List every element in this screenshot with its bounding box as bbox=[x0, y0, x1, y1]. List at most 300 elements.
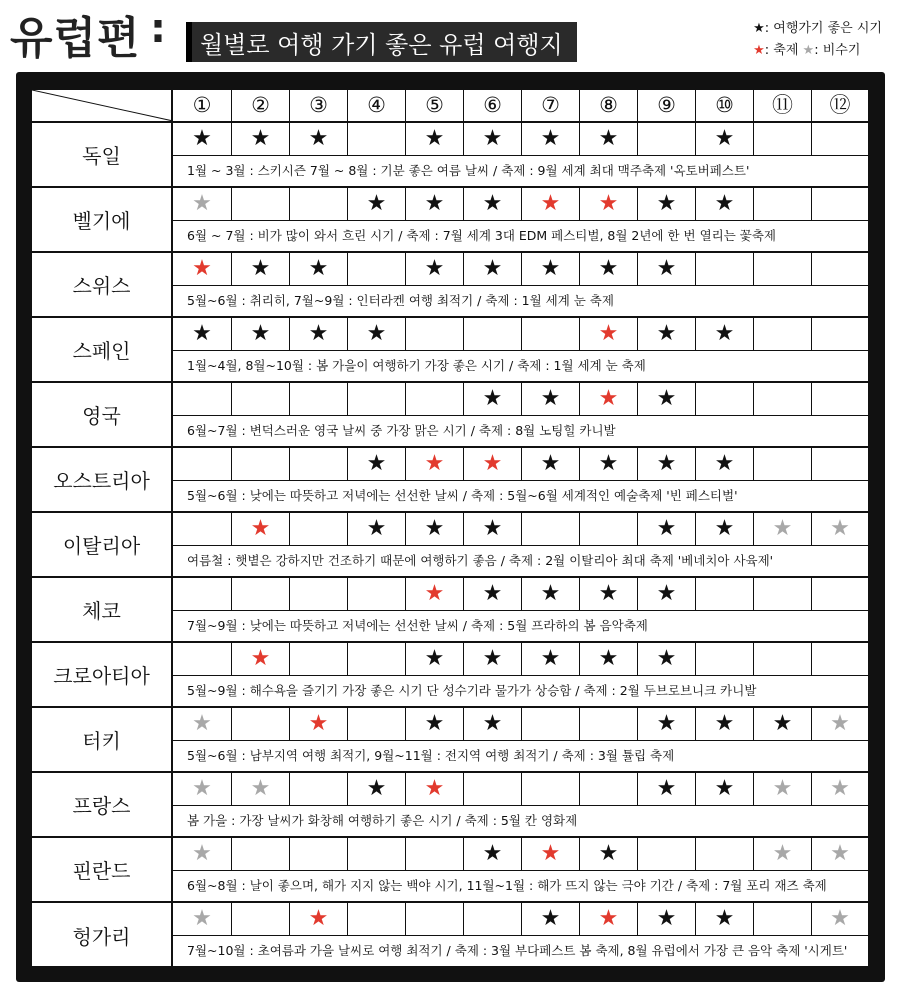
month-cell bbox=[173, 448, 232, 480]
black-star-icon: ★ bbox=[250, 321, 271, 346]
black-star-icon: ★ bbox=[424, 646, 445, 671]
title-colon: : bbox=[150, 6, 166, 52]
month-cell bbox=[580, 513, 638, 545]
month-cell bbox=[464, 903, 522, 935]
black-star-icon: ★ bbox=[656, 711, 677, 736]
month-cell bbox=[754, 123, 812, 155]
month-cell bbox=[290, 188, 348, 220]
black-star-icon: ★ bbox=[424, 191, 445, 216]
month-cell bbox=[464, 708, 522, 740]
country-name: 스위스 bbox=[32, 253, 173, 316]
month-cell bbox=[464, 448, 522, 480]
month-cell bbox=[464, 383, 522, 415]
corner-cell bbox=[32, 90, 173, 121]
month-cell bbox=[348, 188, 406, 220]
month-cell bbox=[290, 643, 348, 675]
month-header-2: ② bbox=[232, 90, 290, 121]
black-star-icon: ★ bbox=[656, 581, 677, 606]
month-cell bbox=[464, 188, 522, 220]
black-star-icon: ★ bbox=[250, 256, 271, 281]
red-star-icon: ★ bbox=[424, 451, 445, 476]
country-row bbox=[32, 643, 868, 708]
month-cell bbox=[638, 643, 696, 675]
country-row bbox=[32, 383, 868, 448]
month-cell bbox=[173, 253, 232, 285]
black-star-icon: ★ bbox=[540, 581, 561, 606]
month-marks-row bbox=[173, 253, 868, 286]
month-cell bbox=[406, 383, 464, 415]
month-cell bbox=[406, 123, 464, 155]
month-cell bbox=[522, 578, 580, 610]
black-star-icon: ★ bbox=[714, 191, 735, 216]
country-name: 영국 bbox=[32, 383, 173, 446]
gray-star-icon: ★ bbox=[250, 776, 271, 801]
black-star-icon: ★ bbox=[656, 906, 677, 931]
month-cell bbox=[812, 318, 868, 350]
month-cell bbox=[638, 903, 696, 935]
black-star-icon: ★ bbox=[656, 386, 677, 411]
month-cell bbox=[696, 643, 754, 675]
month-cell bbox=[406, 578, 464, 610]
month-cell bbox=[754, 643, 812, 675]
month-cell bbox=[406, 643, 464, 675]
black-star-icon: ★ bbox=[482, 646, 503, 671]
month-cell bbox=[232, 578, 290, 610]
month-cell bbox=[580, 773, 638, 805]
month-cell bbox=[232, 123, 290, 155]
month-cell bbox=[348, 643, 406, 675]
country-note: 1월~4월, 8월~10월 : 봄 가을이 여행하기 가장 좋은 시기 / 축제 : 1월 세계 눈 축제 bbox=[187, 358, 646, 373]
black-star-icon: ★ bbox=[540, 646, 561, 671]
month-cell bbox=[754, 188, 812, 220]
month-cell bbox=[173, 903, 232, 935]
legend-good-label: : 여행가기 좋은 시기 bbox=[764, 21, 882, 36]
month-cell bbox=[173, 643, 232, 675]
gray-star-icon: ★ bbox=[772, 841, 793, 866]
month-cell bbox=[754, 578, 812, 610]
black-star-icon: ★ bbox=[714, 451, 735, 476]
country-row bbox=[32, 188, 868, 253]
month-marks-row bbox=[173, 903, 868, 936]
month-cell bbox=[232, 318, 290, 350]
month-cell bbox=[812, 773, 868, 805]
month-cell bbox=[696, 253, 754, 285]
month-cell bbox=[232, 383, 290, 415]
month-cell bbox=[812, 123, 868, 155]
country-note: 여름철 : 햇볕은 강하지만 건조하기 때문에 여행하기 좋음 / 축제 : 2월 이탈리아 최대 축제 '베네치아 사육제' bbox=[187, 553, 774, 568]
month-cell bbox=[348, 383, 406, 415]
month-header-8: ⑧ bbox=[580, 90, 638, 121]
black-star-icon: ★ bbox=[366, 516, 387, 541]
black-star-icon: ★ bbox=[540, 451, 561, 476]
country-row bbox=[32, 253, 868, 318]
month-cell bbox=[406, 513, 464, 545]
country-note: 6월~8월 : 날이 좋으며, 해가 지지 않는 백야 시기, 11월~1월 : 해가 뜨지 않는 극야 기간 / 축제 : 7월 포리 재즈 축제 bbox=[187, 878, 827, 893]
month-cell bbox=[348, 903, 406, 935]
month-cell bbox=[522, 123, 580, 155]
black-star-icon: ★ bbox=[482, 386, 503, 411]
country-note: 7월~10월 : 초여름과 가을 날씨로 여행 최적기 / 축제 : 3월 부다페스트 봄 축제, 8월 유럽에서 가장 큰 음악 축제 '시게트' bbox=[187, 943, 848, 958]
month-cell bbox=[348, 838, 406, 870]
red-star-icon: ★ bbox=[424, 776, 445, 801]
month-cell bbox=[522, 903, 580, 935]
month-cell bbox=[464, 643, 522, 675]
black-star-icon: ★ bbox=[656, 776, 677, 801]
red-star-icon: ★ bbox=[308, 711, 329, 736]
month-cell bbox=[812, 903, 868, 935]
month-cell bbox=[290, 708, 348, 740]
month-cell bbox=[812, 643, 868, 675]
black-star-icon: ★ bbox=[598, 581, 619, 606]
month-cell bbox=[812, 838, 868, 870]
month-cell bbox=[696, 448, 754, 480]
legend-festival-label: : 축제 bbox=[764, 43, 799, 58]
month-cell bbox=[754, 708, 812, 740]
legend bbox=[753, 18, 882, 62]
month-cell bbox=[580, 383, 638, 415]
month-header-3: ③ bbox=[290, 90, 348, 121]
black-star-icon: ★ bbox=[250, 126, 271, 151]
month-cell bbox=[406, 708, 464, 740]
gray-star-icon: ★ bbox=[192, 191, 212, 216]
black-star-icon: ★ bbox=[482, 516, 503, 541]
month-cell bbox=[232, 448, 290, 480]
country-note: 6월 ~ 7월 : 비가 많이 와서 흐린 시기 / 축제 : 7월 세계 3대 EDM 페스티벌, 8월 2년에 한 번 열리는 꽃축제 bbox=[187, 228, 776, 243]
month-cell bbox=[638, 513, 696, 545]
month-cell bbox=[464, 513, 522, 545]
month-cell bbox=[406, 903, 464, 935]
month-cell bbox=[754, 903, 812, 935]
month-cell bbox=[173, 838, 232, 870]
legend-good bbox=[753, 18, 882, 40]
month-marks-row bbox=[173, 513, 868, 546]
month-cell bbox=[696, 123, 754, 155]
gray-star-icon: ★ bbox=[830, 516, 850, 541]
month-cell bbox=[348, 773, 406, 805]
month-cell bbox=[406, 318, 464, 350]
black-star-icon: ★ bbox=[753, 21, 765, 36]
month-cell bbox=[406, 188, 464, 220]
month-cell bbox=[290, 253, 348, 285]
month-cell bbox=[638, 318, 696, 350]
month-cell bbox=[812, 253, 868, 285]
month-cell bbox=[290, 578, 348, 610]
month-cell bbox=[522, 643, 580, 675]
country-row bbox=[32, 578, 868, 643]
black-star-icon: ★ bbox=[714, 711, 735, 736]
month-cell bbox=[232, 188, 290, 220]
country-name: 체코 bbox=[32, 578, 173, 641]
black-star-icon: ★ bbox=[598, 126, 619, 151]
black-star-icon: ★ bbox=[598, 841, 619, 866]
month-header-11: ⑪ bbox=[754, 90, 812, 121]
month-cell bbox=[290, 123, 348, 155]
month-cell bbox=[348, 708, 406, 740]
month-marks-row bbox=[173, 838, 868, 871]
month-marks-row bbox=[173, 383, 868, 416]
month-cell bbox=[812, 708, 868, 740]
month-cell bbox=[638, 188, 696, 220]
red-star-icon: ★ bbox=[482, 451, 503, 476]
month-cell bbox=[580, 188, 638, 220]
travel-calendar-table bbox=[30, 88, 870, 968]
month-cell bbox=[348, 123, 406, 155]
month-header-12: ⑫ bbox=[829, 93, 851, 117]
month-marks-row bbox=[173, 318, 868, 351]
gray-star-icon: ★ bbox=[192, 906, 212, 931]
black-star-icon: ★ bbox=[540, 256, 561, 281]
country-name: 벨기에 bbox=[32, 188, 173, 251]
month-cell bbox=[812, 513, 868, 545]
country-row bbox=[32, 123, 868, 188]
black-star-icon: ★ bbox=[482, 711, 503, 736]
gray-star-icon: ★ bbox=[772, 516, 793, 541]
month-header-10: ⑩ bbox=[696, 90, 754, 121]
black-star-icon: ★ bbox=[424, 126, 445, 151]
country-note: 5월~6월 : 취리히, 7월~9월 : 인터라켄 여행 최적기 / 축제 : 1월 세계 눈 축제 bbox=[187, 293, 614, 308]
red-star-icon: ★ bbox=[753, 43, 765, 58]
black-star-icon: ★ bbox=[714, 321, 735, 346]
month-marks-row bbox=[173, 708, 868, 741]
month-cell bbox=[464, 318, 522, 350]
red-star-icon: ★ bbox=[250, 516, 271, 541]
month-marks-row bbox=[173, 773, 868, 806]
diagonal-line bbox=[32, 90, 173, 121]
month-marks-row bbox=[173, 123, 868, 156]
red-star-icon: ★ bbox=[424, 581, 445, 606]
month-header-row bbox=[32, 90, 868, 123]
black-star-icon: ★ bbox=[308, 321, 329, 346]
page-title: 유럽편 bbox=[10, 13, 141, 64]
black-star-icon: ★ bbox=[424, 711, 445, 736]
month-cell bbox=[464, 123, 522, 155]
month-cell bbox=[232, 838, 290, 870]
title-banner: 월별로 여행 가기 좋은 유럽 여행지 bbox=[186, 22, 577, 62]
month-cell bbox=[580, 578, 638, 610]
month-marks-row bbox=[173, 448, 868, 481]
month-cell bbox=[173, 708, 232, 740]
month-cell bbox=[580, 708, 638, 740]
black-star-icon: ★ bbox=[598, 256, 619, 281]
black-star-icon: ★ bbox=[540, 906, 561, 931]
month-cell bbox=[696, 903, 754, 935]
month-cell bbox=[173, 188, 232, 220]
black-star-icon: ★ bbox=[366, 191, 387, 216]
month-header-6: ⑥ bbox=[464, 90, 522, 121]
country-name: 크로아티아 bbox=[32, 643, 173, 706]
month-cell bbox=[173, 513, 232, 545]
country-name: 핀란드 bbox=[32, 838, 173, 901]
month-cell bbox=[696, 318, 754, 350]
country-row bbox=[32, 513, 868, 578]
month-cell bbox=[232, 253, 290, 285]
month-cell bbox=[696, 513, 754, 545]
month-cell bbox=[232, 513, 290, 545]
black-star-icon: ★ bbox=[482, 581, 503, 606]
page-header bbox=[0, 0, 900, 70]
month-cell bbox=[406, 773, 464, 805]
month-cell bbox=[348, 513, 406, 545]
red-star-icon: ★ bbox=[598, 321, 619, 346]
month-header-5: ⑤ bbox=[406, 90, 464, 121]
country-name: 독일 bbox=[32, 123, 173, 186]
country-note: 6월~7월 : 변덕스러운 영국 날씨 중 가장 맑은 시기 / 축제 : 8월 노팅힐 카니발 bbox=[187, 423, 616, 438]
black-star-icon: ★ bbox=[366, 321, 387, 346]
month-cell bbox=[348, 253, 406, 285]
red-star-icon: ★ bbox=[192, 256, 212, 281]
country-name: 헝가리 bbox=[32, 903, 173, 968]
month-cell bbox=[173, 123, 232, 155]
month-cell bbox=[464, 838, 522, 870]
black-star-icon: ★ bbox=[424, 256, 445, 281]
month-cell bbox=[638, 253, 696, 285]
black-star-icon: ★ bbox=[308, 126, 329, 151]
red-star-icon: ★ bbox=[540, 191, 561, 216]
black-star-icon: ★ bbox=[308, 256, 329, 281]
black-star-icon: ★ bbox=[714, 906, 735, 931]
black-star-icon: ★ bbox=[598, 451, 619, 476]
legend-off-label: : 비수기 bbox=[814, 43, 861, 58]
country-row bbox=[32, 448, 868, 513]
month-cell bbox=[173, 318, 232, 350]
black-star-icon: ★ bbox=[656, 191, 677, 216]
red-star-icon: ★ bbox=[540, 841, 561, 866]
gray-star-icon: ★ bbox=[830, 776, 850, 801]
black-star-icon: ★ bbox=[656, 646, 677, 671]
month-cell bbox=[638, 123, 696, 155]
month-cell bbox=[696, 773, 754, 805]
month-cell bbox=[290, 773, 348, 805]
month-cell bbox=[290, 383, 348, 415]
month-cell bbox=[290, 513, 348, 545]
black-star-icon: ★ bbox=[714, 776, 735, 801]
month-cell bbox=[464, 578, 522, 610]
month-cell bbox=[754, 513, 812, 545]
country-row bbox=[32, 318, 868, 383]
month-cell bbox=[754, 838, 812, 870]
month-cell bbox=[580, 253, 638, 285]
country-row bbox=[32, 708, 868, 773]
black-star-icon: ★ bbox=[366, 451, 387, 476]
country-name: 터키 bbox=[32, 708, 173, 771]
black-star-icon: ★ bbox=[482, 256, 503, 281]
month-cell bbox=[522, 838, 580, 870]
gray-star-icon: ★ bbox=[192, 841, 212, 866]
month-header-9: ⑨ bbox=[638, 90, 696, 121]
month-cell bbox=[464, 773, 522, 805]
black-star-icon: ★ bbox=[772, 711, 793, 736]
legend-festival-off bbox=[753, 40, 882, 62]
month-cell bbox=[232, 773, 290, 805]
black-star-icon: ★ bbox=[656, 321, 677, 346]
month-cell bbox=[348, 448, 406, 480]
gray-star-icon: ★ bbox=[802, 43, 815, 58]
month-cell bbox=[348, 318, 406, 350]
month-cell bbox=[522, 318, 580, 350]
red-star-icon: ★ bbox=[250, 646, 271, 671]
month-cell bbox=[580, 448, 638, 480]
black-star-icon: ★ bbox=[540, 386, 561, 411]
country-note: 5월~6월 : 남부지역 여행 최적기, 9월~11월 : 전지역 여행 최적기 / 축제 : 3월 튤립 축제 bbox=[187, 748, 675, 763]
month-cell bbox=[638, 448, 696, 480]
month-cell bbox=[173, 578, 232, 610]
country-name: 이탈리아 bbox=[32, 513, 173, 576]
black-star-icon: ★ bbox=[714, 516, 735, 541]
gray-star-icon: ★ bbox=[192, 711, 212, 736]
month-marks-row bbox=[173, 188, 868, 221]
month-cell bbox=[754, 383, 812, 415]
month-cell bbox=[754, 773, 812, 805]
gray-star-icon: ★ bbox=[830, 841, 850, 866]
month-cell bbox=[232, 708, 290, 740]
country-name: 오스트리아 bbox=[32, 448, 173, 511]
month-cell bbox=[638, 578, 696, 610]
gray-star-icon: ★ bbox=[192, 776, 212, 801]
month-cell bbox=[522, 708, 580, 740]
month-cell bbox=[812, 383, 868, 415]
month-cell bbox=[522, 513, 580, 545]
month-cell bbox=[754, 318, 812, 350]
month-cell bbox=[522, 448, 580, 480]
month-cell bbox=[348, 578, 406, 610]
month-cell bbox=[696, 578, 754, 610]
black-star-icon: ★ bbox=[482, 126, 503, 151]
month-cell bbox=[696, 383, 754, 415]
month-header-7: ⑦ bbox=[522, 90, 580, 121]
month-cell bbox=[290, 903, 348, 935]
black-star-icon: ★ bbox=[598, 646, 619, 671]
month-cell bbox=[812, 578, 868, 610]
black-star-icon: ★ bbox=[656, 516, 677, 541]
month-cell bbox=[290, 448, 348, 480]
month-cell bbox=[406, 448, 464, 480]
month-cell bbox=[638, 383, 696, 415]
gray-star-icon: ★ bbox=[830, 906, 850, 931]
black-star-icon: ★ bbox=[192, 321, 212, 346]
month-cell bbox=[580, 838, 638, 870]
red-star-icon: ★ bbox=[598, 191, 619, 216]
banner-accent-bar bbox=[186, 22, 192, 62]
country-row bbox=[32, 903, 868, 968]
country-note: 봄 가을 : 가장 날씨가 화창해 여행하기 좋은 시기 / 축제 : 5월 칸 영화제 bbox=[187, 813, 578, 828]
month-cell bbox=[638, 708, 696, 740]
month-cell bbox=[406, 838, 464, 870]
black-star-icon: ★ bbox=[366, 776, 387, 801]
month-cell bbox=[638, 838, 696, 870]
month-cell bbox=[522, 253, 580, 285]
black-star-icon: ★ bbox=[424, 516, 445, 541]
month-cell bbox=[812, 448, 868, 480]
black-star-icon: ★ bbox=[482, 841, 503, 866]
month-cell bbox=[464, 253, 522, 285]
country-row bbox=[32, 838, 868, 903]
country-name: 프랑스 bbox=[32, 773, 173, 836]
red-star-icon: ★ bbox=[598, 386, 619, 411]
month-cell bbox=[812, 188, 868, 220]
black-star-icon: ★ bbox=[656, 256, 677, 281]
country-name: 스페인 bbox=[32, 318, 173, 381]
month-cell bbox=[580, 903, 638, 935]
month-cell bbox=[173, 773, 232, 805]
month-cell bbox=[638, 773, 696, 805]
month-cell bbox=[290, 318, 348, 350]
country-note: 7월~9월 : 낮에는 따뜻하고 저녁에는 선선한 날씨 / 축제 : 5월 프라하의 봄 음악축제 bbox=[187, 618, 648, 633]
month-marks-row bbox=[173, 578, 868, 611]
gray-star-icon: ★ bbox=[772, 776, 793, 801]
month-cell bbox=[580, 643, 638, 675]
black-star-icon: ★ bbox=[714, 126, 735, 151]
month-header-1: ① bbox=[173, 90, 232, 121]
